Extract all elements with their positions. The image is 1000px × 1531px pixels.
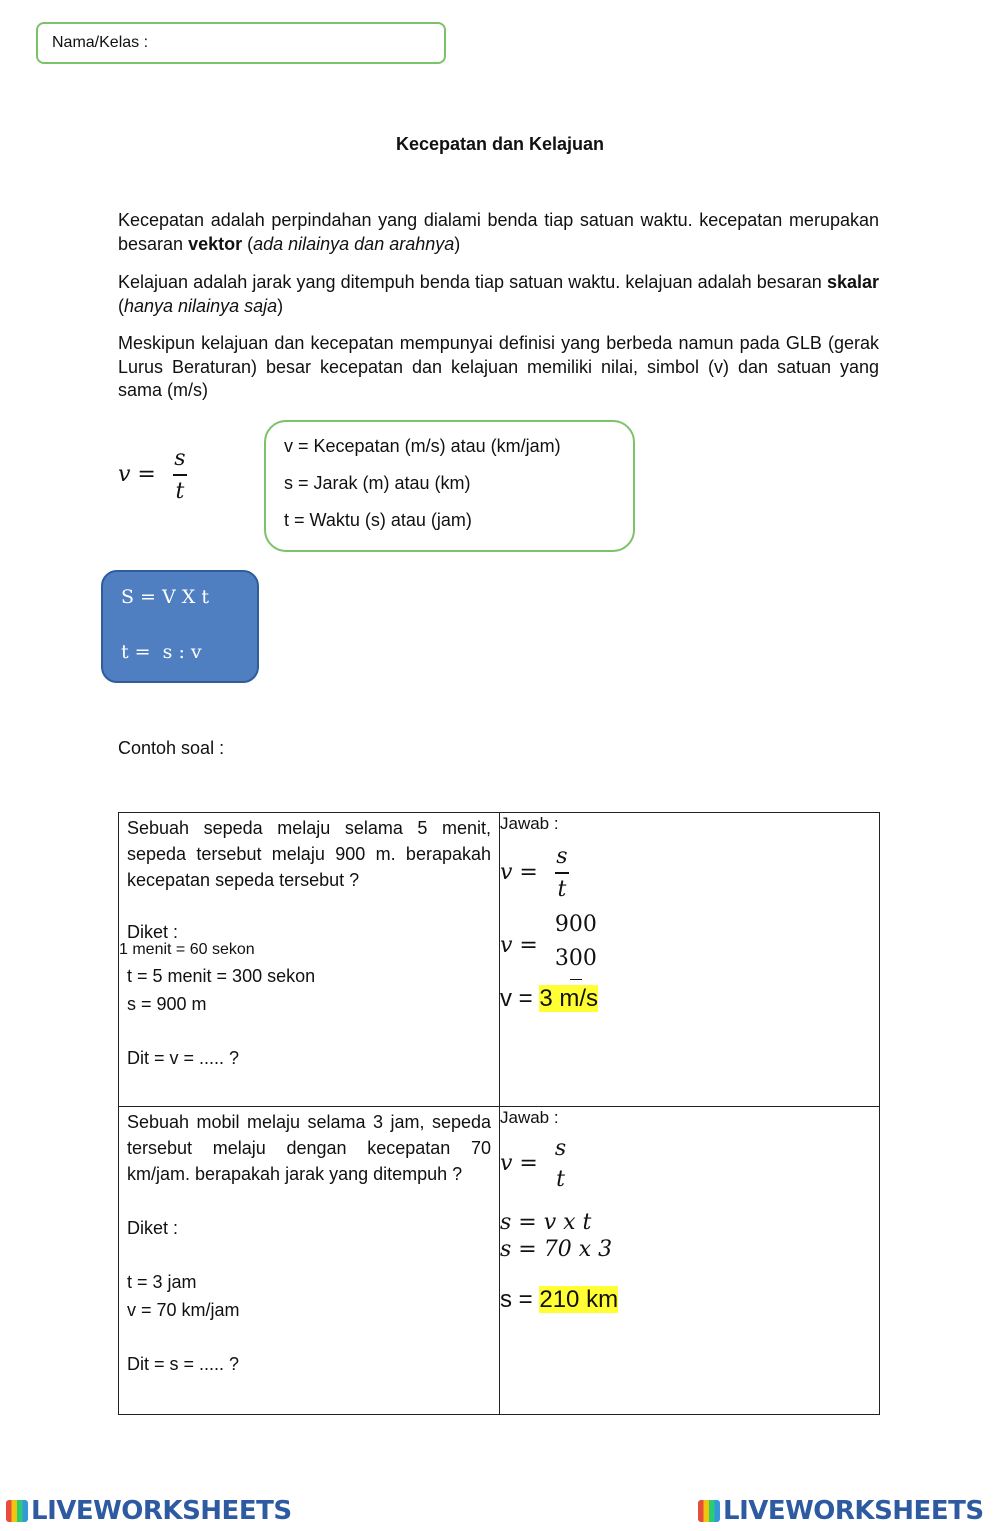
p2-bold: skalar xyxy=(826,272,879,292)
jawab-label-1: Jawab : xyxy=(500,814,559,833)
example-label: Contoh soal : xyxy=(118,738,225,758)
conversion-note: 1 menit = 60 sekon xyxy=(119,941,255,958)
table-row xyxy=(119,813,880,1107)
logo-text-right: LIVEWORKSHEETS xyxy=(723,1496,984,1526)
name-input[interactable] xyxy=(153,33,417,53)
answer-numerator-2: s xyxy=(554,1136,567,1161)
step-1: s = v x t xyxy=(500,1210,592,1235)
table-row xyxy=(119,1107,880,1415)
calc-fraction-1 xyxy=(555,908,597,984)
name-class-field[interactable] xyxy=(36,22,446,64)
question-text-1: Sebuah sepeda melaju selama 5 menit, sepeda tersebut melaju 900 m. berapakah kecepatan sepeda tersebut ? xyxy=(127,818,491,890)
p2-italic: hanya nilainya saja xyxy=(124,295,278,316)
paragraph-glb: Meskipun kelajuan dan kecepatan mempunyai definisi yang berbeda namun pada GLB (gerak Lurus Beraturan) besar kecepatan dan kelajuan memiliki nilai, simbol (v) dan satuan yang sama (m/s) xyxy=(118,333,879,400)
question-cell-2 xyxy=(119,1107,500,1415)
derived-formula-t: t = s : v xyxy=(121,641,202,663)
p1-italic: ada nilainya dan arahnya xyxy=(253,233,455,254)
answer-denominator-2: t xyxy=(556,1167,565,1192)
formula-denominator: t xyxy=(175,478,185,504)
answer-fraction-2 xyxy=(555,1136,566,1192)
result-value-2: 210 km xyxy=(539,1286,619,1313)
calculation-1 xyxy=(500,908,879,984)
calc-numerator-1: 900 xyxy=(554,911,597,937)
answer-denominator-1: t xyxy=(557,876,567,902)
definition-t: t = Waktu (s) atau (jam) xyxy=(284,510,472,530)
name-label: Nama/Kelas : xyxy=(52,34,149,51)
definition-v: v = Kecepatan (m/s) atau (km/jam) xyxy=(284,436,561,456)
given-v-2: v = 70 km/jam xyxy=(127,1300,240,1320)
answer-formula-lhs-1: v = xyxy=(500,859,538,885)
definitions-box xyxy=(264,420,635,552)
derived-formulas-box xyxy=(101,570,259,683)
result-value-1: 3 m/s xyxy=(539,985,599,1012)
diket-label-2: Diket : xyxy=(127,1218,179,1238)
diket-label-1: Diket : xyxy=(127,922,179,942)
jawab-label-2: Jawab : xyxy=(500,1108,559,1127)
definition-s: s = Jarak (m) atau (km) xyxy=(284,473,471,493)
answer-formula-lhs-2: v = xyxy=(500,1151,538,1176)
calc-lhs-1: v = xyxy=(500,932,538,958)
liveworksheets-icon xyxy=(6,1500,28,1522)
result-2 xyxy=(500,1286,879,1314)
answer-cell-2 xyxy=(500,1107,880,1415)
paragraph-kecepatan: Kecepatan adalah perpindahan yang dialami benda tiap satuan waktu. kecepatan merupakan besaran vektor (ada nilainya dan arahnya) xyxy=(118,210,879,254)
p1-text: Kecepatan adalah perpindahan yang dialami benda tiap satuan waktu. kecepatan merupakan besaran xyxy=(118,210,879,254)
answer-numerator-1: s xyxy=(556,844,568,869)
formula-numerator: s xyxy=(174,446,186,471)
given-s-1: s = 900 m xyxy=(127,994,207,1014)
answer-formula-2 xyxy=(500,1136,879,1192)
liveworksheets-icon xyxy=(698,1500,720,1522)
answer-cell-1 xyxy=(500,813,880,1107)
liveworksheets-logo-right[interactable] xyxy=(698,1496,984,1526)
main-formula xyxy=(118,446,187,504)
result-prefix-2: s = xyxy=(500,1286,540,1313)
logo-text-left: LIVEWORKSHEETS xyxy=(31,1496,292,1526)
examples-table xyxy=(118,812,880,1415)
question-text-2: Sebuah mobil melaju selama 3 jam, sepeda tersebut melaju dengan kecepatan 70 km/jam. berapakah jarak yang ditempuh ? xyxy=(127,1112,491,1184)
question-cell-1 xyxy=(119,813,500,1107)
step-2: s = 70 x 3 xyxy=(500,1237,613,1262)
liveworksheets-logo-left[interactable] xyxy=(6,1496,292,1526)
derived-formula-s: S = V X t xyxy=(121,586,209,608)
given-t-1: t = 5 menit = 300 sekon xyxy=(127,966,316,986)
answer-formula-1 xyxy=(500,844,879,902)
p2-text: Kelajuan adalah jarak yang ditempuh benda tiap satuan waktu. kelajuan adalah besaran xyxy=(118,272,827,292)
calc-denominator-1: 300 xyxy=(554,945,597,971)
given-t-2: t = 3 jam xyxy=(127,1272,197,1292)
answer-fraction-1 xyxy=(555,844,569,902)
formula-fraction xyxy=(173,446,187,504)
formula-lhs: v = xyxy=(118,461,156,487)
result-prefix-1: v = xyxy=(500,985,540,1012)
paragraph-kelajuan: Kelajuan adalah jarak yang ditempuh benda tiap satuan waktu. kelajuan adalah besaran skalar (hanya nilainya saja) xyxy=(118,272,879,316)
p1-bold: vektor xyxy=(188,233,243,254)
dit-2: Dit = s = ..... ? xyxy=(127,1354,240,1374)
page-title: Kecepatan dan Kelajuan xyxy=(395,134,605,154)
dit-1: Dit = v = ..... ? xyxy=(127,1048,240,1068)
result-1 xyxy=(500,985,879,1013)
